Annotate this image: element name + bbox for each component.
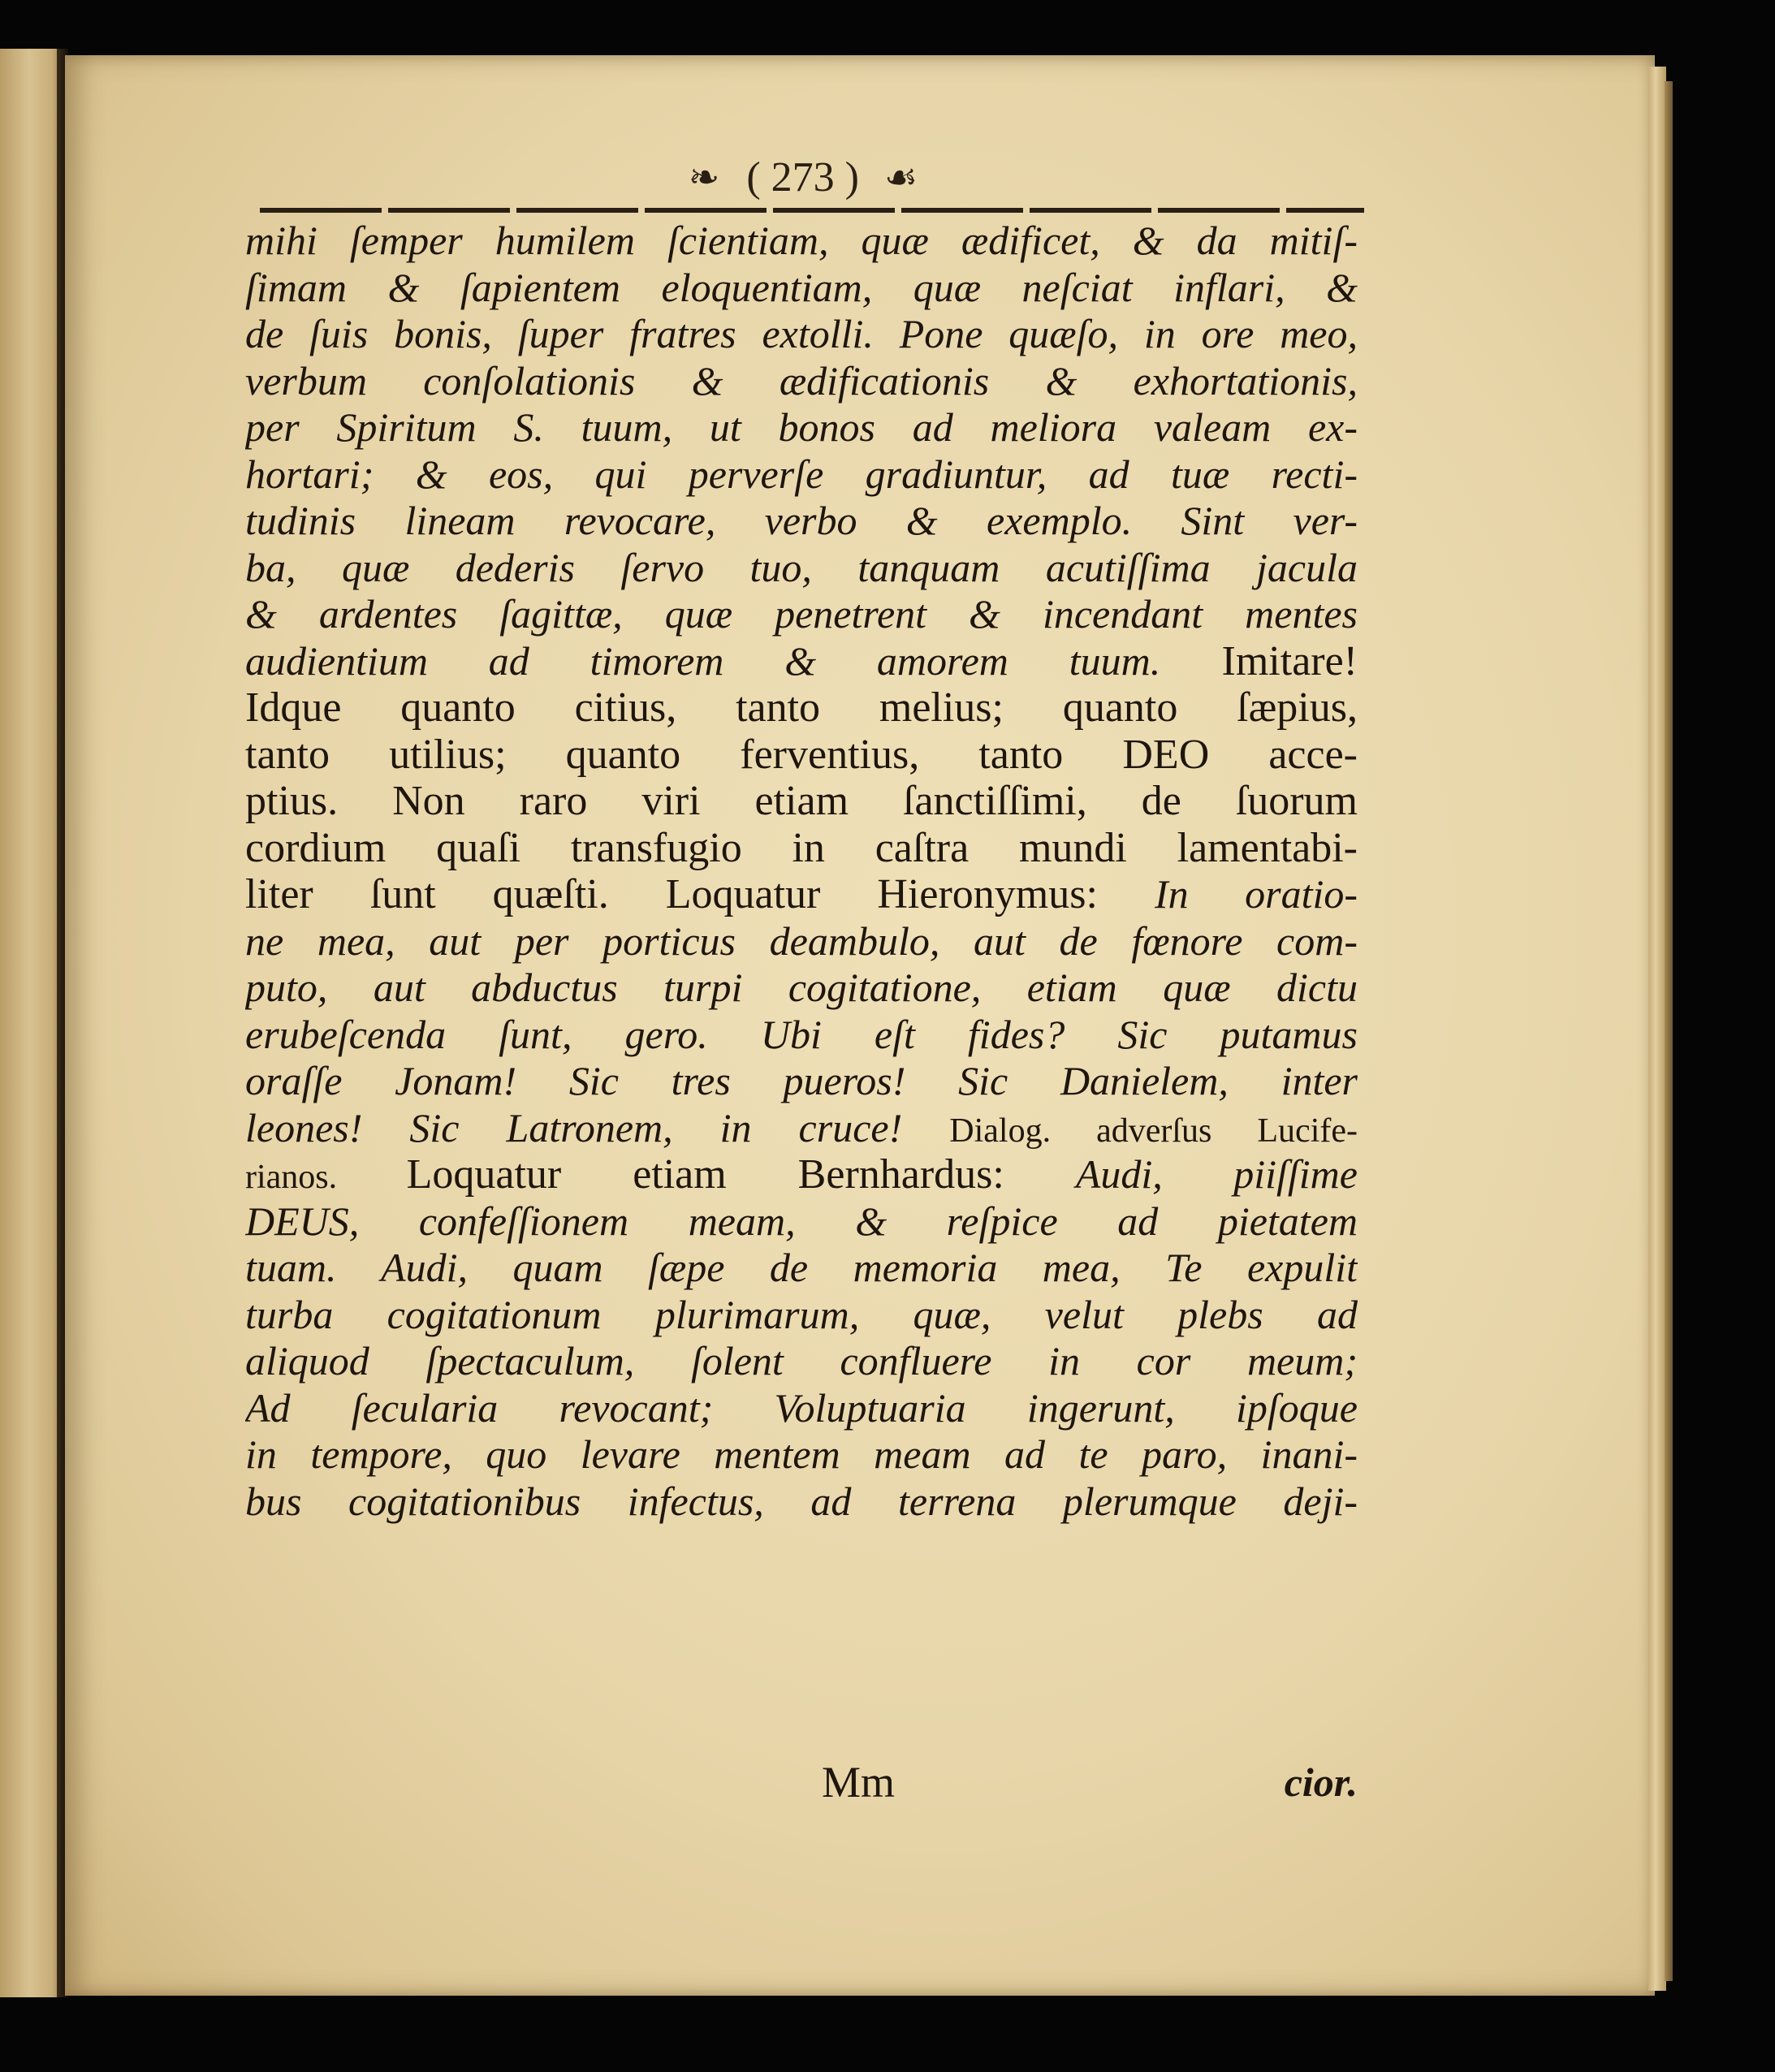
page-footer: [245, 1754, 1358, 1811]
text-line: [245, 918, 1358, 965]
text-segment: Dialog. adverſus Lucife-: [949, 1112, 1358, 1150]
text-segment: in tempore, quo levare mentem meam ad te paro, inani-: [245, 1431, 1358, 1477]
text-line: [245, 1338, 1358, 1385]
text-line: [245, 684, 1358, 732]
text-line: [245, 1431, 1358, 1478]
text-line: [245, 591, 1358, 638]
text-line: [245, 218, 1358, 265]
text-line: [245, 545, 1358, 592]
text-segment: tanto utilius; quanto ferventius, tanto DEO acce-: [245, 731, 1358, 778]
signature-mark: Mm: [822, 1758, 896, 1807]
text-segment: ba, quæ dederis ſervo tuo, tanquam acutiſſima jacula: [245, 544, 1358, 590]
text-line: [245, 778, 1358, 825]
text-segment: ſimam & ſapientem eloquentiam, quæ neſciat inflari, &: [245, 264, 1358, 310]
text-segment: hortari; & eos, qui perverſe gradiuntur, ad tuæ recti-: [245, 451, 1358, 497]
text-segment: tudinis lineam revocare, verbo & exemplo. Sint ver-: [245, 498, 1358, 543]
running-header: [244, 146, 1364, 203]
text-segment: erubeſcenda ſunt, gero. Ubi eſt fides? Sic putamus: [245, 1011, 1358, 1057]
text-segment: oraſſe Jonam! Sic tres pueros! Sic Danielem, inter: [245, 1058, 1358, 1103]
text-line: [245, 1105, 1358, 1152]
text-segment: Imitare!: [1160, 637, 1358, 684]
text-segment: mihi ſemper humilem ſcientiam, quæ ædificet, & da mitiſ-: [245, 218, 1358, 263]
text-segment: Audi, piiſſime: [1075, 1151, 1358, 1197]
text-segment: liter ſunt quæſti. Loquatur Hieronymus:: [245, 871, 1155, 917]
text-line: [245, 498, 1358, 545]
text-line: [245, 1012, 1358, 1059]
text-segment: Idque quanto citius, tanto melius; quanto ſæpius,: [245, 684, 1358, 731]
header-rule: [260, 208, 1364, 213]
right-ornament-icon: ☙: [883, 157, 920, 199]
facing-page-edge: [0, 49, 65, 1997]
text-segment: ptius. Non raro viri etiam ſanctiſſimi, de ſuorum: [245, 778, 1358, 824]
text-line: [245, 1385, 1358, 1432]
text-segment: leones! Sic Latronem, in cruce!: [245, 1104, 950, 1150]
text-line: [245, 825, 1358, 872]
text-segment: cordium quaſi transfugio in caſtra mundi lamentabi-: [245, 824, 1358, 871]
text-segment: per Spiritum S. tuum, ut bonos ad meliora valeam ex-: [245, 404, 1358, 450]
page-fore-edge: [1648, 67, 1666, 1991]
text-segment: rianos.: [245, 1159, 407, 1196]
text-segment: In oratio-: [1154, 871, 1358, 917]
text-segment: puto, aut abductus turpi cogitatione, etiam quæ dictu: [245, 965, 1358, 1010]
page-fore-edge-shadow: [1665, 81, 1673, 1981]
text-line: [245, 638, 1358, 685]
page-number: ( 273 ): [746, 154, 859, 201]
text-segment: Loquatur etiam Bernhardus:: [406, 1151, 1076, 1198]
text-segment: de ſuis bonis, ſuper fratres extolli. Pone quæſo, in ore meo,: [245, 311, 1358, 356]
text-segment: turba cogitationum plurimarum, quæ, velut plebs ad: [245, 1291, 1358, 1337]
text-line: [245, 1478, 1358, 1526]
text-segment: aliquod ſpectaculum, ſolent confluere in cor meum;: [245, 1338, 1358, 1383]
text-line: [245, 265, 1358, 312]
text-line: [245, 404, 1358, 451]
text-line: [245, 1292, 1358, 1339]
text-line: [245, 1151, 1358, 1198]
text-segment: bus cogitationibus infectus, ad terrena plerumque deji-: [245, 1478, 1358, 1524]
catchword: cior.: [1284, 1759, 1358, 1805]
text-segment: & ardentes ſagittæ, quæ penetrent & incendant mentes: [245, 591, 1358, 637]
text-line: [245, 871, 1358, 918]
text-line: [245, 311, 1358, 358]
text-segment: ne mea, aut per porticus deambulo, aut de fœnore com-: [245, 917, 1358, 964]
text-segment: tuam. Audi, quam ſæpe de memoria mea, Te expulit: [245, 1245, 1358, 1290]
text-segment: verbum conſolationis & ædificationis & exhortationis,: [245, 357, 1358, 404]
text-line: [245, 358, 1358, 405]
text-line: [245, 1245, 1358, 1292]
text-line: [245, 451, 1358, 499]
text-line: [245, 1198, 1358, 1245]
body-text: [245, 218, 1358, 1525]
text-segment: audientium ad timorem & amorem tuum.: [245, 637, 1161, 684]
left-ornament-icon: ❧: [688, 157, 722, 199]
text-segment: DEUS, confeſſionem meam, & reſpice ad pietatem: [245, 1198, 1358, 1244]
text-line: [245, 1058, 1358, 1105]
text-segment: Ad ſecularia revocant; Voluptuaria ingerunt, ipſoque: [245, 1384, 1358, 1431]
text-line: [245, 732, 1358, 779]
text-line: [245, 965, 1358, 1012]
